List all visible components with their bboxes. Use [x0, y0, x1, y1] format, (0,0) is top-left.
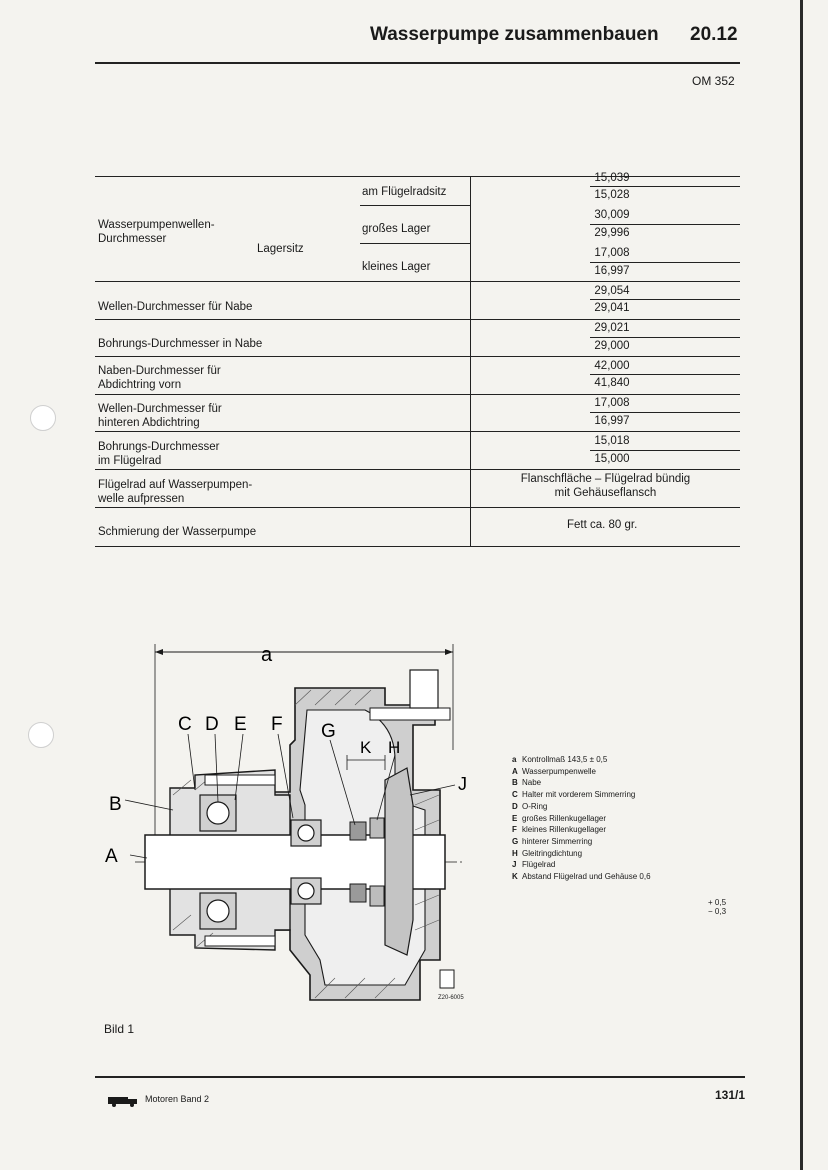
value-divider: [590, 262, 740, 263]
legend-item: K Abstand Flügelrad und Gehäuse 0,6: [512, 872, 651, 882]
tolerance-values: [708, 898, 726, 916]
lubrication-value: Fett ca. 80 gr.: [567, 519, 638, 531]
legend-item: J Flügelrad: [512, 860, 556, 870]
spec-row-label: Naben-Durchmesser für Abdichtring vorn: [98, 365, 221, 391]
legend-item: a Kontrollmaß 143,5 ± 0,5: [512, 755, 608, 764]
value-divider: [590, 412, 740, 413]
row-divider: [95, 431, 740, 432]
page-binding-edge: [800, 0, 803, 1170]
callout-E: E: [234, 714, 247, 735]
value-divider: [590, 224, 740, 225]
spec-row-label: Flügelrad auf Wasserpumpen- welle aufpressen: [98, 479, 253, 505]
row-divider: [95, 281, 740, 282]
callout-F: F: [271, 714, 283, 735]
tolerance-minus: − 0,3: [708, 907, 727, 916]
spec-value: 30,009: [594, 209, 630, 221]
value-divider: [590, 374, 740, 375]
callout-K: K: [360, 738, 372, 757]
value-divider: [590, 450, 740, 451]
spec-value: 29,996: [594, 227, 630, 239]
spec-row-label: Bohrungs-Durchmesser in Nabe: [98, 338, 263, 350]
callout-C: C: [178, 714, 192, 735]
spec-row-label: Wellen-Durchmesser für hinteren Abdichtring: [98, 403, 222, 429]
spec-row-label: Schmierung der Wasserpumpe: [98, 526, 257, 538]
spec-value: 15,028: [594, 189, 630, 201]
callout-B: B: [109, 794, 122, 815]
press-fit-value: Flanschfläche – Flügelrad bündig mit Gehäuseflansch: [520, 473, 691, 499]
value-divider: [590, 299, 740, 300]
truck-icon: [108, 1095, 140, 1107]
legend-item: G hinterer Simmerring: [512, 836, 593, 846]
bearing-seat-label: Lagersitz: [257, 243, 304, 255]
callout-H: H: [388, 738, 401, 757]
spec-value: 15,018: [594, 435, 630, 447]
page-number: 131/1: [715, 1088, 746, 1102]
punch-hole: [30, 405, 56, 431]
spec-value: 16,997: [594, 265, 630, 277]
spec-value: 16,997: [594, 415, 630, 427]
value-divider: [590, 337, 740, 338]
figure-label: Bild 1: [104, 1022, 135, 1036]
legend-item: C Halter mit vorderem Simmerring: [512, 790, 636, 800]
legend-item: B Nabe: [512, 778, 542, 788]
small-bearing-label: kleines Lager: [362, 261, 431, 273]
tolerance-plus: + 0,5: [708, 898, 727, 907]
spec-value: 15,000: [594, 453, 630, 465]
spec-value: 15,039: [594, 172, 630, 184]
spec-value: 29,054: [594, 285, 630, 297]
row-divider: [95, 319, 740, 320]
callout-G: G: [321, 721, 336, 742]
row-divider: [95, 394, 740, 395]
section-number: 20.12: [690, 24, 738, 45]
spec-row-label: Wellen-Durchmesser für Nabe: [98, 301, 253, 313]
large-bearing-label: großes Lager: [362, 223, 431, 235]
legend-item: H Gleitringdichtung: [512, 848, 583, 858]
page-title: Wasserpumpe zusammenbauen: [370, 24, 659, 45]
water-pump-cross-section: [95, 630, 475, 1020]
table-bottom-border: [95, 546, 740, 547]
callout-J: J: [458, 774, 467, 794]
shaft-diameter-label: Wasserpumpenwellen- Durchmesser: [98, 219, 215, 245]
spec-value: 42,000: [594, 360, 630, 372]
figure-legend: [512, 754, 651, 883]
callout-a: a: [261, 644, 273, 666]
spec-value: 41,840: [594, 377, 630, 389]
figure-code: Z20-6005: [438, 995, 464, 1001]
spec-value: 17,008: [594, 397, 630, 409]
impeller-seat-label: am Flügelradsitz: [362, 186, 447, 198]
engine-model: OM 352: [692, 74, 735, 88]
header-rule: [95, 62, 740, 64]
row-divider: [95, 507, 740, 508]
publication-name: Motoren Band 2: [145, 1094, 210, 1104]
subrow-divider: [360, 243, 470, 244]
subrow-divider: [360, 205, 470, 206]
spec-row-label: Bohrungs-Durchmesser im Flügelrad: [98, 441, 220, 467]
spec-value: 29,021: [594, 322, 630, 334]
footer-rule: [95, 1076, 745, 1078]
legend-item: A Wasserpumpenwelle: [512, 766, 596, 776]
callout-A: A: [105, 846, 118, 867]
legend-item: D O-Ring: [512, 801, 548, 811]
value-divider: [590, 186, 740, 187]
row-divider: [95, 356, 740, 357]
row-divider: [95, 469, 740, 470]
table-column-divider: [470, 176, 471, 546]
spec-value: 17,008: [594, 247, 630, 259]
spec-value: 29,000: [594, 340, 630, 352]
punch-hole: [28, 722, 54, 748]
callout-D: D: [205, 714, 219, 735]
legend-item: F kleines Rillenkugellager: [512, 825, 607, 835]
legend-item: E großes Rillenkugellager: [512, 813, 607, 823]
spec-value: 29,041: [594, 302, 630, 314]
